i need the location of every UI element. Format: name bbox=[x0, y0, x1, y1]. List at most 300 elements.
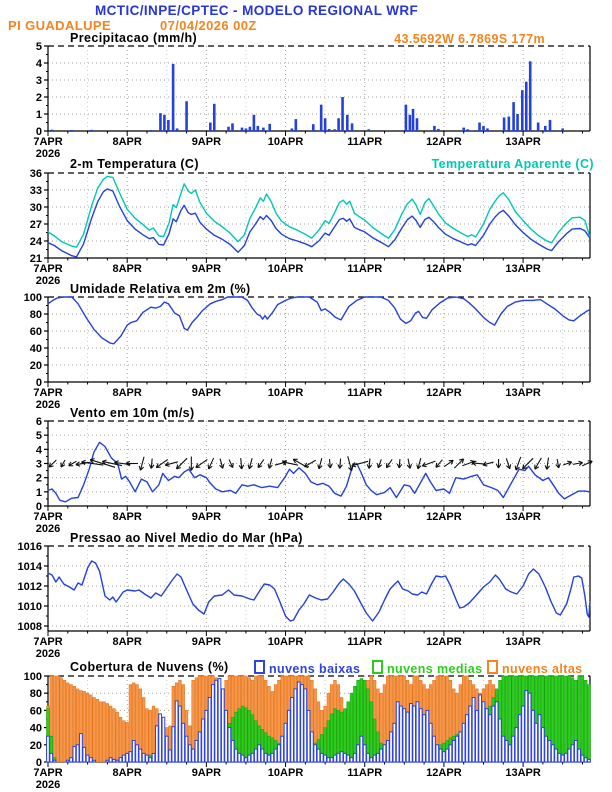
x-tick-label: 10APR bbox=[267, 767, 304, 779]
precip-bar bbox=[185, 101, 188, 131]
cloud-bar bbox=[245, 708, 248, 762]
x-tick-label: 7APR bbox=[33, 511, 63, 523]
cloud-bar bbox=[350, 693, 353, 762]
wind-arrow-head bbox=[578, 461, 582, 463]
legend-mid-clouds-label: nuvens medias bbox=[387, 662, 483, 676]
precip-bar bbox=[253, 115, 256, 131]
cloud-bar bbox=[532, 710, 535, 762]
precip-bar bbox=[209, 123, 212, 132]
cloud-bar bbox=[175, 701, 178, 762]
y-tick-label: 21 bbox=[29, 253, 42, 265]
x-tick-label: 9APR bbox=[191, 636, 222, 648]
cloud-bar bbox=[304, 689, 307, 762]
humidity-panel-title: Umidade Relativa em 2m (%) bbox=[70, 282, 251, 296]
wind-arrow-head bbox=[90, 459, 94, 460]
cloud-bar bbox=[119, 758, 122, 762]
cloud-bar bbox=[268, 755, 271, 762]
legend-low-clouds-label: nuvens baixas bbox=[269, 662, 361, 676]
x-tick-label: 9APR bbox=[191, 387, 222, 399]
precip-bar bbox=[257, 126, 260, 131]
pressure-panel-title: Pressao ao Nivel Medio do Mar (hPa) bbox=[70, 531, 303, 545]
precip-bar bbox=[409, 115, 412, 131]
cloud-bar bbox=[383, 745, 386, 762]
precip-bar bbox=[241, 128, 244, 131]
cloud-bar bbox=[568, 749, 571, 762]
cloud-bar bbox=[558, 753, 561, 762]
cloud-bar bbox=[50, 753, 53, 762]
precip-bar bbox=[213, 104, 216, 131]
x-tick-label: 13APR bbox=[505, 767, 541, 779]
precip-bar bbox=[351, 123, 354, 131]
cloud-bar bbox=[297, 682, 300, 762]
y-tick-label: 20 bbox=[29, 360, 42, 372]
cloud-bar bbox=[294, 689, 297, 762]
precip-bar bbox=[324, 118, 327, 131]
data-line bbox=[48, 176, 590, 247]
cloud-bar bbox=[103, 702, 106, 762]
cloud-bar bbox=[86, 693, 89, 762]
precip-bar bbox=[150, 130, 153, 131]
cloud-bar bbox=[89, 758, 92, 762]
cloud-bar bbox=[581, 755, 584, 762]
cloud-bar bbox=[439, 749, 442, 762]
cloud-bar bbox=[393, 723, 396, 762]
precip-bar bbox=[249, 127, 252, 131]
cloud-bar bbox=[106, 760, 109, 762]
wind-arrow-head bbox=[422, 466, 426, 467]
cloud-bar bbox=[172, 727, 175, 762]
y-tick-label: 3 bbox=[35, 458, 42, 471]
cloud-bar bbox=[80, 734, 83, 762]
x-tick-label: 10APR bbox=[267, 136, 304, 148]
cloud-bar bbox=[106, 704, 109, 762]
precip-bar bbox=[412, 109, 415, 131]
cloud-bar bbox=[574, 741, 577, 763]
cloud-bar bbox=[436, 745, 439, 762]
y-tick-label: 4 bbox=[35, 58, 42, 70]
cloud-bar bbox=[225, 710, 228, 762]
station-coordinates: 43.5692W 6.7869S 177m bbox=[394, 32, 545, 46]
x-tick-label: 12APR bbox=[426, 263, 462, 275]
y-tick-label: 0 bbox=[35, 377, 42, 389]
cloud-bar bbox=[373, 755, 376, 762]
cloud-bar bbox=[472, 698, 475, 763]
cloud-bar bbox=[307, 710, 310, 762]
cloud-bar bbox=[489, 715, 492, 762]
y-tick-label: 40 bbox=[29, 343, 42, 355]
cloud-bar bbox=[129, 685, 132, 762]
cloud-bar bbox=[202, 719, 205, 762]
cloud-bar bbox=[218, 679, 221, 762]
cloud-bar bbox=[241, 706, 244, 762]
cloud-bar bbox=[122, 755, 125, 762]
cloud-bar bbox=[129, 752, 132, 762]
wind-arrow-head bbox=[318, 464, 319, 468]
cloud-bar bbox=[86, 755, 89, 762]
cloud-bar bbox=[416, 702, 419, 762]
cloud-bar bbox=[515, 728, 518, 762]
cloud-bar bbox=[215, 680, 218, 762]
cloud-bar bbox=[403, 709, 406, 762]
y-tick-label: 5 bbox=[35, 41, 42, 53]
x-year-label: 2026 bbox=[35, 275, 61, 287]
cloud-bar bbox=[198, 732, 201, 762]
cloud-bar bbox=[149, 710, 152, 762]
cloud-bar bbox=[60, 678, 63, 762]
cloud-bar bbox=[584, 680, 587, 762]
cloud-bar bbox=[63, 680, 66, 762]
x-year-label: 2026 bbox=[35, 399, 61, 411]
wind-arrow-head bbox=[545, 465, 547, 469]
y-tick-label: 27 bbox=[29, 219, 42, 231]
y-tick-label: 60 bbox=[29, 705, 42, 718]
precip-bar bbox=[549, 120, 552, 131]
apparent-temp-legend: Temperatura Aparente (C) bbox=[431, 157, 594, 171]
cloud-bar bbox=[149, 758, 152, 762]
cloud-bar bbox=[96, 699, 99, 762]
cloud-bar bbox=[561, 755, 564, 762]
wind-panel-title: Vento em 10m (m/s) bbox=[70, 406, 195, 420]
cloud-bar bbox=[499, 719, 502, 762]
cloud-bar bbox=[413, 706, 416, 762]
wind-arrow-head bbox=[139, 466, 140, 470]
precip-bar bbox=[521, 90, 524, 131]
precip-bar bbox=[466, 129, 469, 131]
y-tick-label: 80 bbox=[29, 688, 42, 701]
x-tick-label: 11APR bbox=[347, 511, 383, 523]
x-tick-label: 9APR bbox=[191, 136, 222, 148]
cloud-bar bbox=[400, 706, 403, 762]
cloud-bar bbox=[238, 753, 241, 762]
y-tick-label: 40 bbox=[29, 722, 42, 735]
cloud-bar bbox=[410, 704, 413, 762]
x-tick-label: 11APR bbox=[347, 636, 383, 648]
cloud-bar bbox=[485, 709, 488, 762]
wind-arrow-head bbox=[417, 464, 418, 468]
precip-bar bbox=[525, 82, 528, 131]
cloud-bar bbox=[363, 745, 366, 762]
cloud-bar bbox=[538, 715, 541, 762]
cloud-bar bbox=[165, 736, 168, 762]
wind-arrow-head bbox=[470, 460, 474, 461]
cloud-bar bbox=[337, 753, 340, 762]
x-year-label: 2026 bbox=[35, 648, 61, 660]
y-tick-label: 80 bbox=[29, 309, 42, 321]
precip-bar bbox=[405, 105, 408, 131]
wind-arrow-head bbox=[223, 464, 224, 468]
precip-bar bbox=[367, 129, 370, 131]
x-tick-label: 8APR bbox=[112, 263, 142, 275]
cloud-bar bbox=[324, 755, 327, 762]
cloud-bar bbox=[109, 706, 112, 762]
x-tick-label: 12APR bbox=[426, 636, 462, 648]
cloud-bar bbox=[47, 736, 50, 762]
cloud-bar bbox=[142, 698, 145, 763]
precip-bar bbox=[433, 126, 436, 131]
cloud-bar bbox=[357, 745, 360, 762]
x-tick-label: 12APR bbox=[426, 511, 462, 523]
cloud-bar bbox=[192, 749, 195, 762]
cloud-bar bbox=[254, 749, 257, 762]
x-year-label: 2026 bbox=[35, 148, 61, 160]
y-tick-label: 6 bbox=[35, 416, 42, 428]
cloud-bar bbox=[119, 717, 122, 762]
precip-bar bbox=[529, 61, 532, 131]
cloud-bar bbox=[512, 736, 515, 762]
y-tick-label: 4 bbox=[35, 444, 42, 457]
cloud-bar bbox=[221, 689, 224, 762]
cloud-bar bbox=[245, 758, 248, 762]
precip-bar bbox=[262, 128, 265, 131]
cloud-bar bbox=[479, 695, 482, 762]
wind-arrow bbox=[177, 458, 188, 469]
precip-bar bbox=[291, 128, 294, 131]
cloud-bar bbox=[66, 760, 69, 762]
cloud-bar bbox=[334, 709, 337, 762]
x-tick-label: 8APR bbox=[112, 136, 142, 148]
cloud-bar bbox=[159, 714, 162, 762]
x-tick-label: 11APR bbox=[347, 387, 383, 399]
precip-bar bbox=[544, 126, 547, 131]
wind-arrow-head bbox=[377, 463, 378, 467]
x-tick-label: 10APR bbox=[267, 511, 304, 523]
cloud-bar bbox=[528, 693, 531, 762]
cloud-bar bbox=[235, 749, 238, 762]
cloud-bar bbox=[377, 753, 380, 762]
cloud-bar bbox=[271, 753, 274, 762]
precip-bar bbox=[320, 105, 323, 131]
cloud-bar bbox=[132, 741, 135, 763]
cloud-bar bbox=[340, 752, 343, 762]
cloud-bar bbox=[287, 710, 290, 762]
y-tick-label: 33 bbox=[29, 185, 42, 197]
wind-arrow-head bbox=[410, 464, 411, 468]
x-tick-label: 13APR bbox=[505, 387, 541, 399]
y-tick-label: 3 bbox=[35, 75, 42, 87]
cloud-bar bbox=[492, 706, 495, 762]
cloud-bar bbox=[179, 706, 182, 762]
cloud-bar bbox=[370, 702, 373, 762]
cloud-bar bbox=[406, 712, 409, 762]
cloud-bar bbox=[76, 745, 79, 762]
precip-bar bbox=[333, 129, 336, 131]
cloud-bar bbox=[53, 760, 56, 762]
y-tick-label: 20 bbox=[29, 739, 42, 752]
wind-arrow bbox=[454, 459, 463, 468]
x-tick-label: 7APR bbox=[33, 136, 63, 148]
precip-bar bbox=[516, 114, 519, 131]
cloud-bar bbox=[367, 689, 370, 762]
cloud-bar bbox=[551, 745, 554, 762]
x-tick-label: 8APR bbox=[112, 387, 142, 399]
y-tick-label: 1016 bbox=[17, 541, 42, 553]
cloud-bar bbox=[251, 753, 254, 762]
x-tick-label: 9APR bbox=[191, 767, 222, 779]
cloud-bar bbox=[317, 749, 320, 762]
cloud-bar bbox=[301, 685, 304, 762]
cloud-bar bbox=[347, 702, 350, 762]
cloud-bar bbox=[99, 702, 102, 762]
precip-bar bbox=[537, 123, 540, 132]
y-tick-label: 1012 bbox=[17, 581, 42, 593]
cloud-bar bbox=[146, 755, 149, 762]
cloud-bar bbox=[291, 698, 294, 763]
cloud-bar bbox=[89, 695, 92, 762]
cloud-bar bbox=[396, 702, 399, 762]
cloud-bar bbox=[195, 741, 198, 763]
y-tick-label: 1008 bbox=[17, 621, 42, 633]
precip-panel-title: Precipitacao (mm/h) bbox=[70, 31, 198, 45]
x-tick-label: 13APR bbox=[505, 136, 541, 148]
cloud-bar bbox=[423, 715, 426, 762]
precip-bar bbox=[70, 130, 73, 131]
cloud-bar bbox=[93, 760, 96, 762]
cloud-bar bbox=[278, 745, 281, 762]
y-tick-label: 5 bbox=[35, 430, 42, 443]
cloud-bar bbox=[109, 758, 112, 762]
cloud-bar bbox=[495, 702, 498, 762]
cloud-bar bbox=[162, 717, 165, 762]
cloud-bar bbox=[452, 741, 455, 763]
cloud-bar bbox=[142, 753, 145, 762]
cloud-bar bbox=[581, 676, 584, 762]
x-year-label: 2026 bbox=[35, 779, 61, 791]
y-tick-label: 0 bbox=[35, 501, 42, 513]
data-line bbox=[48, 297, 590, 344]
y-tick-label: 1010 bbox=[17, 601, 42, 613]
cloud-bar bbox=[386, 741, 389, 763]
precip-bar bbox=[346, 115, 349, 131]
cloud-bar bbox=[155, 726, 158, 762]
cloud-bar bbox=[188, 745, 191, 762]
cloud-bar bbox=[261, 749, 264, 762]
y-tick-label: 100 bbox=[23, 292, 42, 304]
cloud-bar bbox=[462, 723, 465, 762]
y-tick-label: 24 bbox=[29, 236, 42, 248]
cloud-bar bbox=[571, 745, 574, 762]
y-tick-label: 1 bbox=[35, 486, 42, 499]
cloud-bar bbox=[334, 755, 337, 762]
x-tick-label: 11APR bbox=[347, 767, 383, 779]
temp-panel-title: 2-m Temperatura (C) bbox=[70, 157, 199, 171]
x-tick-label: 9APR bbox=[191, 263, 222, 275]
cloud-bar bbox=[370, 758, 373, 762]
cloud-bar bbox=[449, 745, 452, 762]
cloud-bar bbox=[390, 732, 393, 762]
cloud-bar bbox=[466, 715, 469, 762]
cloud-bar bbox=[555, 749, 558, 762]
precip-bar bbox=[90, 130, 93, 131]
cloud-bar bbox=[139, 749, 142, 762]
precip-bar bbox=[227, 127, 230, 131]
cloud-bar bbox=[116, 760, 119, 762]
cloud-bar bbox=[258, 745, 261, 762]
cloud-bar bbox=[482, 702, 485, 762]
cloud-bar bbox=[70, 685, 73, 762]
cloud-bar bbox=[116, 712, 119, 762]
x-tick-label: 10APR bbox=[267, 636, 304, 648]
cloud-bar bbox=[588, 685, 591, 762]
cloud-bar bbox=[320, 753, 323, 762]
cloud-bar bbox=[505, 741, 508, 763]
cloud-bar bbox=[558, 676, 561, 762]
x-tick-label: 10APR bbox=[267, 263, 304, 275]
cloud-bar bbox=[228, 728, 231, 762]
y-tick-label: 2 bbox=[35, 472, 42, 485]
cloud-bar bbox=[360, 736, 363, 762]
precip-bar bbox=[167, 120, 170, 131]
precip-bar bbox=[231, 123, 234, 131]
precip-bar bbox=[503, 117, 506, 131]
precip-bar bbox=[163, 115, 166, 131]
cloud-bar bbox=[66, 683, 69, 762]
x-tick-label: 8APR bbox=[112, 511, 142, 523]
cloud-bar bbox=[429, 723, 432, 762]
cloud-bar bbox=[241, 755, 244, 762]
legend-high-clouds-label: nuvens altas bbox=[502, 662, 583, 676]
cloud-bar bbox=[274, 749, 277, 762]
x-tick-label: 7APR bbox=[33, 767, 63, 779]
cloud-bar bbox=[314, 745, 317, 762]
wind-arrow-head bbox=[268, 464, 269, 468]
cloud-bar bbox=[545, 736, 548, 762]
cloud-bar bbox=[344, 753, 347, 762]
cloud-bar bbox=[443, 752, 446, 762]
y-tick-label: 100 bbox=[23, 671, 42, 683]
clouds-panel-title: Cobertura de Nuvens (%) bbox=[70, 660, 229, 674]
precip-bar bbox=[268, 124, 271, 131]
wind-arrow-head bbox=[102, 460, 106, 461]
cloud-bar bbox=[152, 753, 155, 762]
cloud-bar bbox=[380, 749, 383, 762]
y-tick-label: 2 bbox=[35, 92, 42, 104]
precip-bar bbox=[341, 97, 344, 131]
wind-arrow-head bbox=[165, 465, 169, 466]
x-tick-label: 11APR bbox=[347, 263, 383, 275]
cloud-bar bbox=[419, 709, 422, 762]
y-tick-label: 60 bbox=[29, 326, 42, 338]
precip-bar bbox=[416, 118, 419, 131]
cloud-bar bbox=[535, 723, 538, 762]
cloud-bar bbox=[433, 736, 436, 762]
precip-bar bbox=[462, 128, 465, 131]
cloud-bar bbox=[588, 759, 591, 762]
cloud-bar bbox=[502, 736, 505, 762]
precip-bar bbox=[295, 119, 298, 131]
cloud-bar bbox=[565, 753, 568, 762]
wind-arrow-head bbox=[567, 461, 571, 462]
data-line bbox=[48, 442, 590, 502]
model-title: MCTIC/INPE/CPTEC - MODELO REGIONAL WRF bbox=[95, 3, 419, 18]
cloud-bar bbox=[330, 758, 333, 762]
x-tick-label: 7APR bbox=[33, 263, 63, 275]
precip-bar bbox=[312, 124, 315, 131]
wind-arrow-head bbox=[76, 465, 80, 467]
run-datetime: 07/04/2026 00Z bbox=[160, 18, 257, 33]
cloud-bar bbox=[311, 732, 314, 762]
cloud-bar bbox=[281, 736, 284, 762]
wind-arrow-head bbox=[248, 464, 249, 468]
cloud-bar bbox=[561, 676, 564, 762]
x-year-label: 2026 bbox=[35, 523, 61, 535]
cloud-bar bbox=[248, 710, 251, 762]
x-tick-label: 10APR bbox=[267, 387, 304, 399]
x-tick-label: 9APR bbox=[191, 511, 222, 523]
x-tick-label: 12APR bbox=[426, 387, 462, 399]
precip-bar bbox=[172, 64, 175, 131]
wind-arrow-head bbox=[81, 460, 85, 462]
cloud-bar bbox=[548, 741, 551, 763]
